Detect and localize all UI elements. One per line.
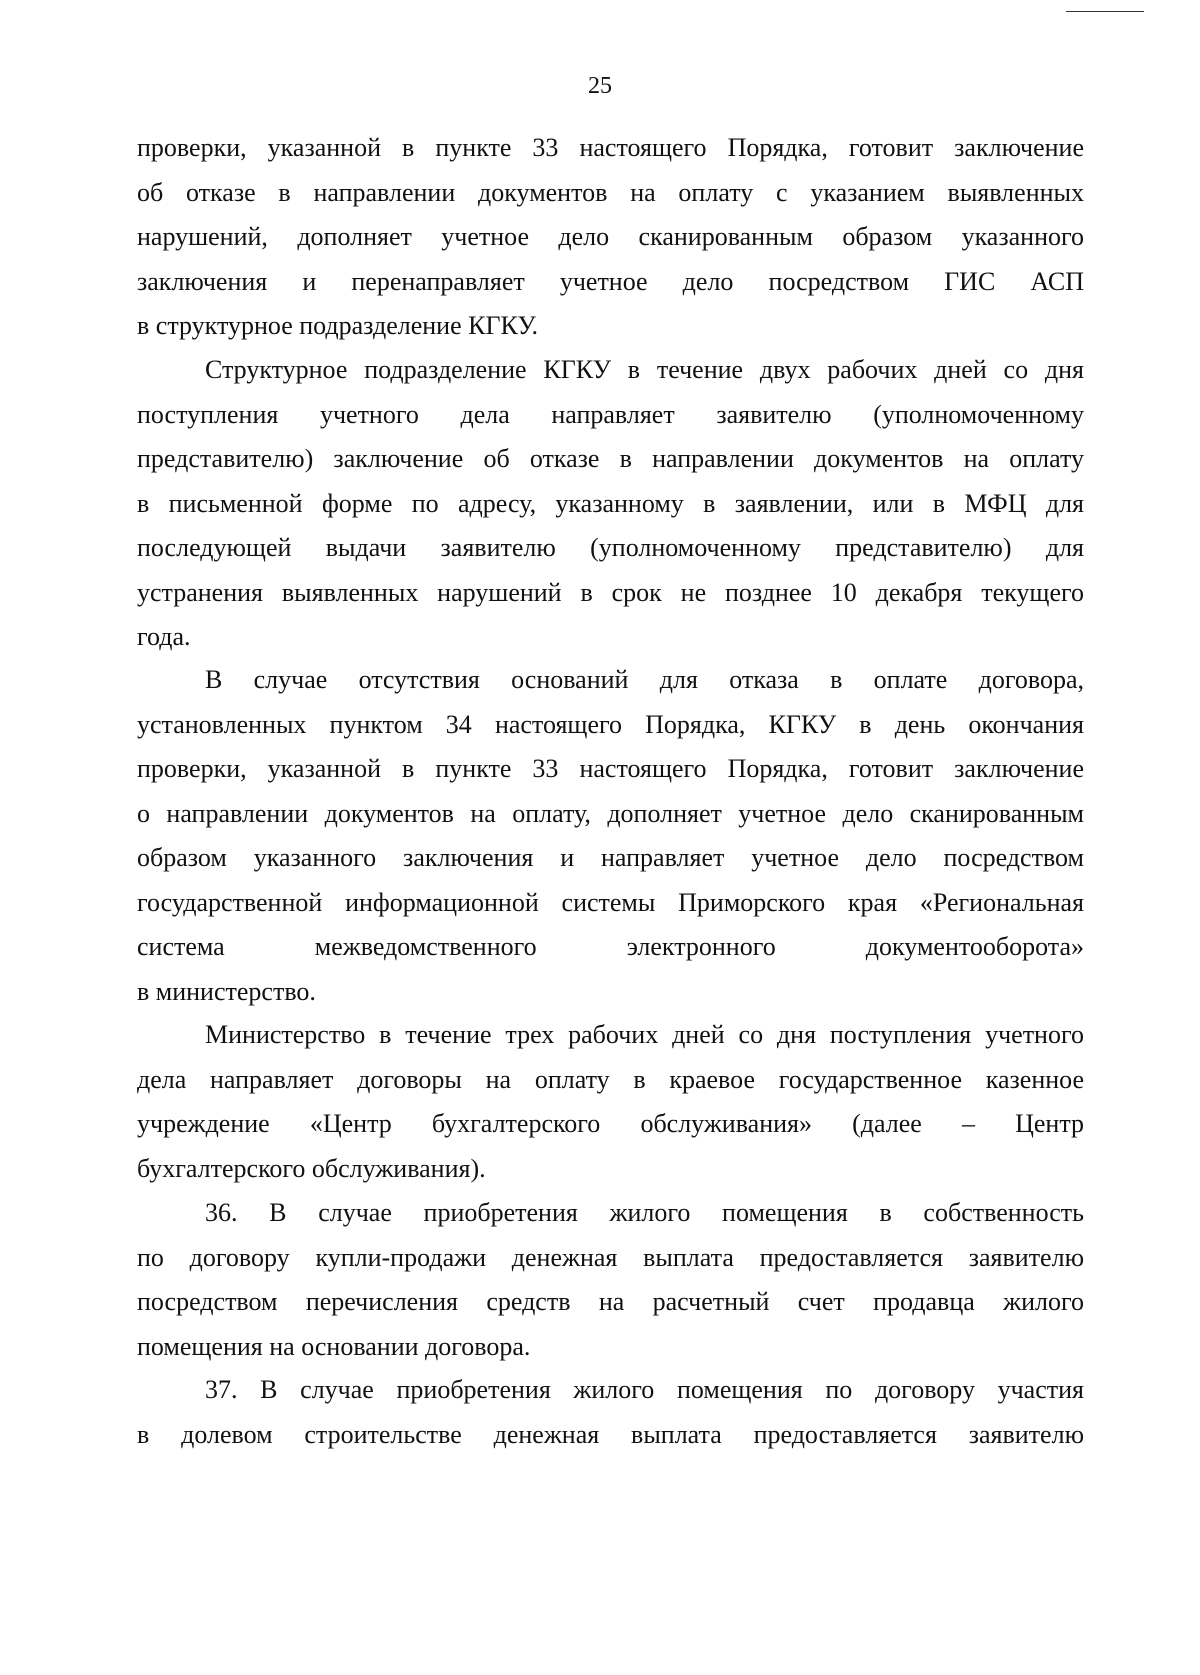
text-line: об отказе в направлении документов на оплату с указанием выявленных	[137, 177, 1084, 207]
paragraph	[137, 656, 1084, 1012]
text-line: проверки, указанной в пункте 33 настоящего Порядка, готовит заключение	[137, 754, 1084, 783]
text-line: проверки, указанной в пункте 33 настоящего Порядка, готовит заключение	[137, 133, 1084, 162]
text-line: заключения и перенаправляет учетное дело посредством ГИС АСП	[137, 266, 1084, 296]
text-line: о направлении документов на оплату, дополняет учетное дело сканированным	[137, 798, 1084, 828]
text-line: в письменной форме по адресу, указанному в заявлении, или в МФЦ для	[137, 488, 1084, 518]
text-line: учреждение «Центр бухгалтерского обслуживания» (далее – Центр	[137, 1109, 1084, 1138]
text-line: В случае отсутствия оснований для отказа в оплате договора,	[205, 665, 1084, 694]
text-line: по договору купли-продажи денежная выплата предоставляется заявителю	[137, 1242, 1084, 1272]
paragraph	[137, 346, 1084, 658]
text-line: устранения выявленных нарушений в срок не позднее 10 декабря текущего	[137, 577, 1084, 607]
paragraph	[137, 1189, 1084, 1367]
paragraph	[137, 1366, 1084, 1455]
text-line: посредством перечисления средств на расчетный счет продавца жилого	[137, 1287, 1084, 1316]
text-line: образом указанного заключения и направляет учетное дело посредством	[137, 843, 1084, 872]
text-line: в долевом строительстве денежная выплата предоставляется заявителю	[137, 1419, 1084, 1449]
text-line: государственной информационной системы Приморского края «Региональная	[137, 887, 1084, 917]
text-line: 37. В случае приобретения жилого помещения по договору участия	[205, 1375, 1084, 1404]
top-rule	[1066, 11, 1144, 12]
text-line: установленных пунктом 34 настоящего Порядка, КГКУ в день окончания	[137, 709, 1084, 739]
text-line: Структурное подразделение КГКУ в течение двух рабочих дней со дня	[205, 355, 1084, 384]
text-line: в структурное подразделение КГКУ.	[137, 311, 538, 340]
paragraph	[137, 1011, 1084, 1189]
text-line: помещения на основании договора.	[137, 1331, 531, 1361]
text-line: система межведомственного электронного документооборота»	[137, 932, 1084, 961]
text-line: представителю) заключение об отказе в направлении документов на оплату	[137, 444, 1084, 473]
text-line: бухгалтерского обслуживания).	[137, 1153, 486, 1183]
paragraph	[137, 124, 1084, 347]
text-line: дела направляет договоры на оплату в краевое государственное казенное	[137, 1064, 1084, 1094]
text-line: года.	[137, 622, 191, 651]
page-number: 25	[588, 73, 612, 99]
text-line: нарушений, дополняет учетное дело сканированным образом указанного	[137, 222, 1084, 251]
text-line: 36. В случае приобретения жилого помещения в собственность	[205, 1198, 1084, 1227]
text-line: Министерство в течение трех рабочих дней со дня поступления учетного	[205, 1020, 1084, 1049]
text-line: в министерство.	[137, 976, 316, 1006]
text-line: последующей выдачи заявителю (уполномоченному представителю) для	[137, 533, 1084, 562]
text-line: поступления учетного дела направляет заявителю (уполномоченному	[137, 399, 1084, 429]
